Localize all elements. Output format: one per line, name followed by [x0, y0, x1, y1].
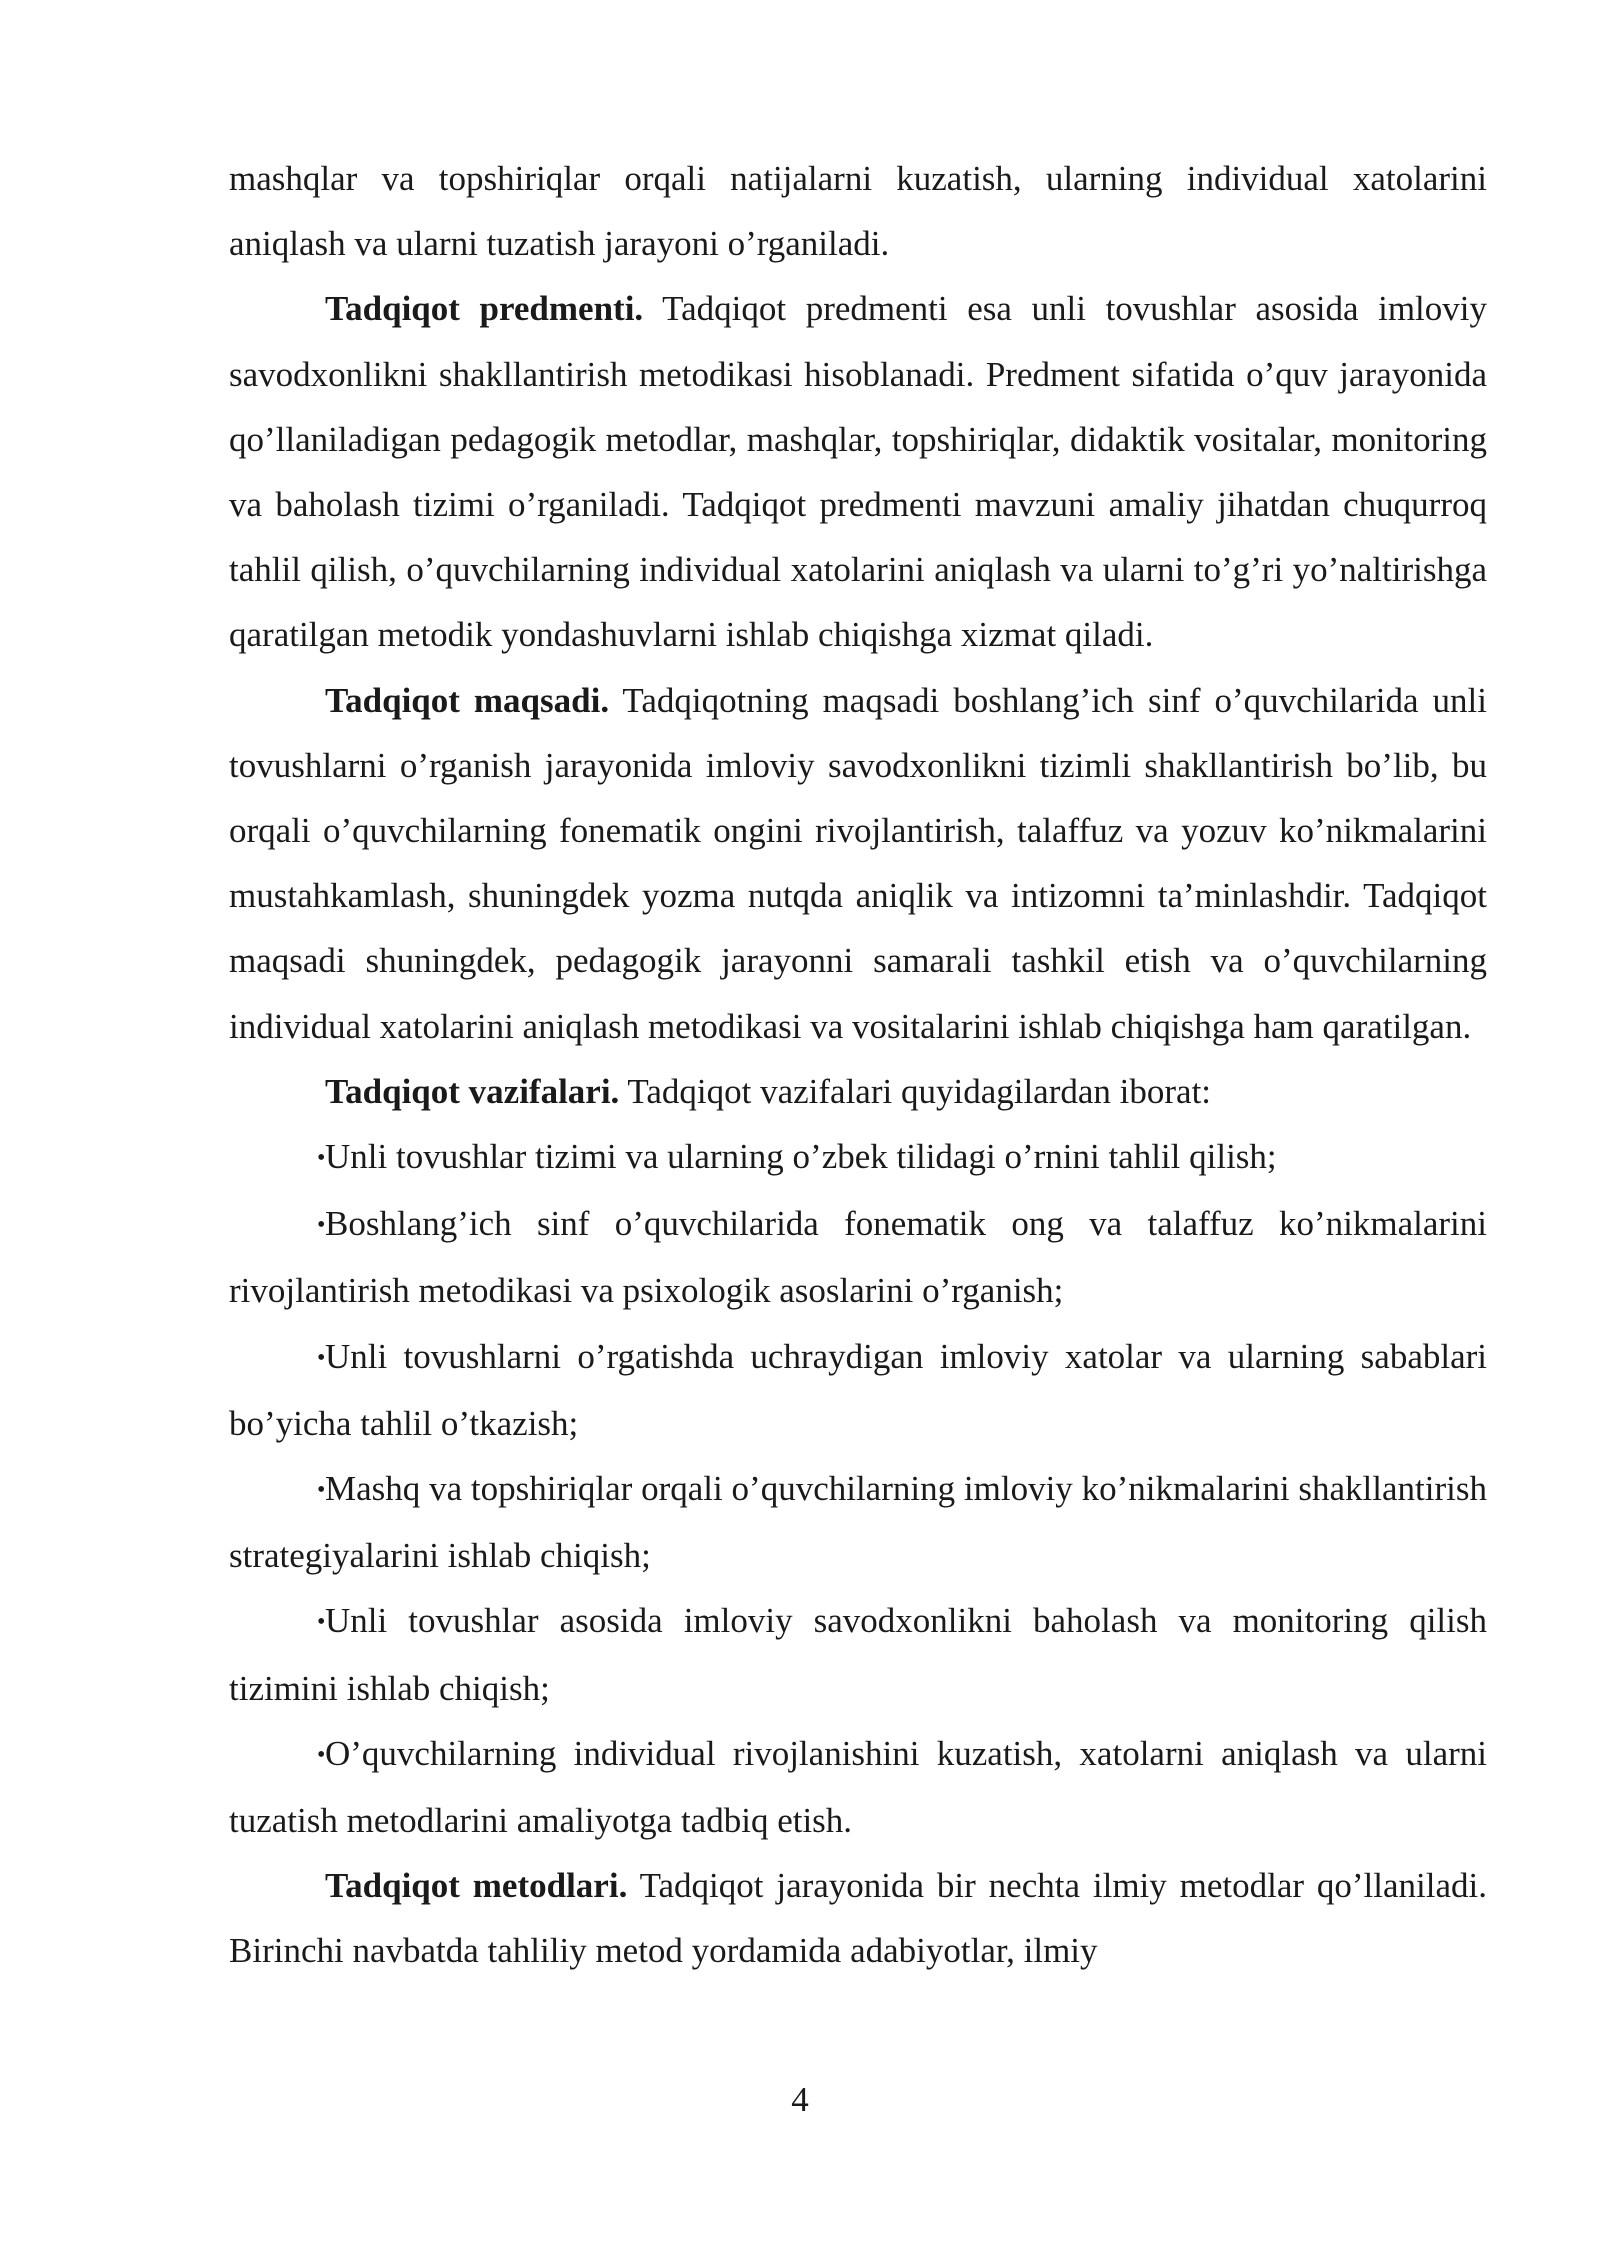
bullet-text: O’quvchilarning individual rivojlanishini kuzatish, xatolarni aniqlash va ularni tuzatish metodlarini amaliyotga tadbiq etish.: [229, 1733, 1487, 1841]
bullet-item: [229, 1191, 1487, 1323]
bullet-icon: •: [317, 1609, 326, 1636]
paragraph-research-subject: [229, 276, 1487, 667]
bullet-icon: •: [317, 1145, 326, 1172]
paragraph-research-methods: [229, 1853, 1487, 1983]
paragraph-research-goal: [229, 668, 1487, 1059]
bullet-icon: •: [317, 1344, 326, 1371]
bullet-text: Unli tovushlar asosida imloviy savodxonlikni baholash va monitoring qilish tizimini ishlab chiqish;: [229, 1601, 1487, 1708]
heading-research-goal: Tadqiqot maqsadi.: [325, 680, 610, 720]
paragraph-research-tasks: [229, 1059, 1487, 1124]
heading-research-methods: Tadqiqot metodlari.: [325, 1866, 628, 1906]
bullet-icon: •: [317, 1477, 326, 1504]
bullet-item: [229, 1721, 1487, 1853]
bullet-text: Boshlang’ich sinf o’quvchilarida fonematik ong va talaffuz ko’nikmalarini rivojlantirish metodikasi va psixologik asoslarini o’rganish;: [229, 1204, 1487, 1311]
bullet-item: [229, 1588, 1487, 1720]
text-research-subject: Tadqiqot predmenti esa unli tovushlar asosida imloviy savodxonlikni shakllantirish metodikasi hisoblanadi. Predment sifatida o’quv jarayonida qo’llaniladigan pedagogik metodlar, mashqlar, topshiriqlar, didaktik vositalar, monitoring va baholash tizimi o’rganiladi. Tadqiqot predmenti mavzuni amaliy jihatdan chuqurroq tahlil qilish, o’quvchilarning individual xatolarini aniqlash va ularni to’g’ri yo’naltirishga qaratilgan metodik yondashuvlarni ishlab chiqishga xizmat qiladi.: [229, 289, 1488, 655]
bullet-item: [229, 1324, 1487, 1456]
paragraph-continuation: mashqlar va topshiriqlar orqali natijalarni kuzatish, ularning individual xatolarini aniqlash va ularni tuzatish jarayoni o’rganiladi.: [229, 159, 1487, 264]
page-number: 4: [791, 2080, 809, 2119]
bullet-text: Mashq va topshiriqlar orqali o’quvchilarning imloviy ko’nikmalarini shakllantirish strategiyalarini ishlab chiqish;: [229, 1469, 1487, 1576]
heading-research-tasks: Tadqiqot vazifalari.: [325, 1071, 620, 1111]
text-research-tasks: Tadqiqot vazifalari quyidagilardan iborat:: [619, 1071, 1212, 1111]
bullet-item: [229, 1124, 1487, 1191]
bullet-item: [229, 1456, 1487, 1588]
bullet-text: Unli tovushlar tizimi va ularning o’zbek tilidagi o’rnini tahlil qilish;: [325, 1137, 1277, 1177]
bullet-icon: •: [317, 1212, 326, 1239]
bullet-icon: •: [317, 1741, 326, 1768]
bullet-text: Unli tovushlarni o’rgatishda uchraydigan imloviy xatolar va ularning sabablari bo’yicha tahlil o’tkazish;: [229, 1336, 1487, 1443]
text-research-goal: Tadqiqotning maqsadi boshlang’ich sinf o’quvchilarida unli tovushlarni o’rganish jarayonida imloviy savodxonlikni tizimli shakllantirish bo’lib, bu orqali o’quvchilarning fonematik ongini rivojlantirish, talaffuz va yozuv ko’nikmalarini mustahkamlash, shuningdek yozma nutqda aniqlik va intizomni ta’minlashdir. Tadqiqot maqsadi shuningdek, pedagogik jarayonni samarali tashkil etish va o’quvchilarning individual xatolarini aniqlash metodikasi va vositalarini ishlab chiqishga ham qaratilgan.: [229, 680, 1487, 1046]
text-research-methods: Tadqiqot jarayonida bir nechta ilmiy metodlar qo’llaniladi. Birinchi navbatda tahliliy metod yordamida adabiyotlar, ilmiy: [229, 1866, 1488, 1971]
document-page: [229, 146, 1487, 1984]
heading-research-subject: Tadqiqot predmenti.: [325, 289, 644, 329]
